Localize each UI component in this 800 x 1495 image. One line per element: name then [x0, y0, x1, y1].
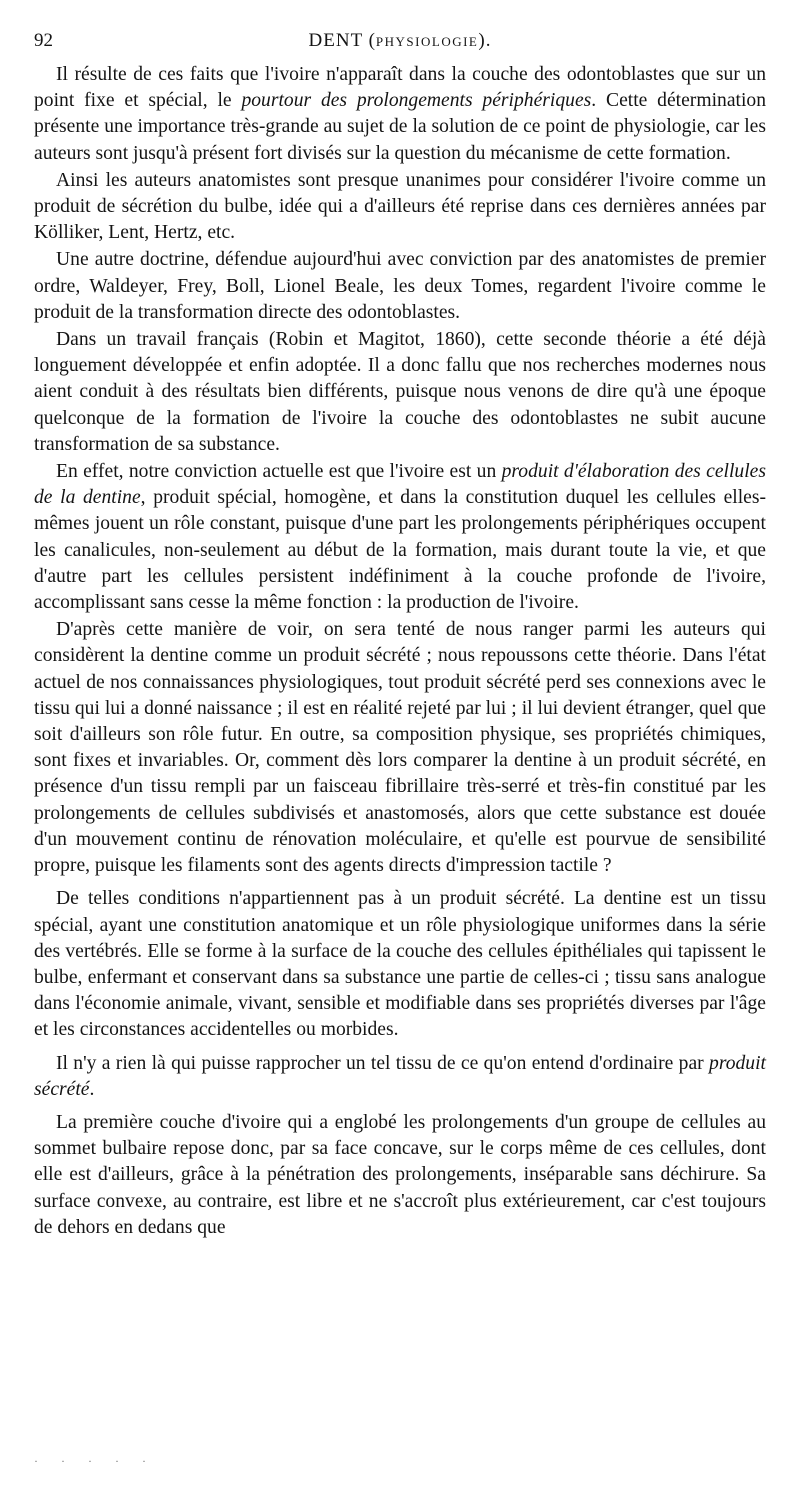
text-run: .: [89, 1078, 95, 1100]
italic-phrase: pourtour des prolongements périphériques: [241, 90, 592, 112]
paragraph: [34, 327, 766, 458]
text-run: Ainsi les auteurs anatomistes sont presque unanimes pour considérer l'ivoire comme un produit de sécrétion du bulbe, idée qui a d'ailleurs été reprise dans ces dernières années par Kölliker, Lent, Hertz, etc.: [34, 169, 766, 244]
paragraph: [34, 1110, 766, 1241]
text-run: De telles conditions n'appartiennent pas à un produit sécrété. La dentine est un tissu spécial, ayant une constitution anatomique et un rôle physiologique uniformes dans la série des vertébrés. Elle se forme à la surface de la couche des cellules épithéliales qui tapissent le bulbe, enfermant et conservant dans sa substance une partie de celles-ci ; tissu sans analogue dans l'économie animale, vivant, sensible et modifiable dans ses propriétés diverses par l'âge et les circonstances accidentelles ou morbides.: [34, 888, 766, 1041]
text-run: Dans un travail français (Robin et Magitot, 1860), cette seconde théorie a été déjà longuement développée et enfin adoptée. Il a donc fallu que nos recherches modernes nous aient conduit à des résultats bien différents, puisque nous venons de dire qu'à une époque quelconque de la formation de l'ivoire la couche des odontoblastes ne subit aucune transformation de sa substance.: [34, 329, 766, 455]
running-title-main: DENT: [308, 30, 363, 51]
text-run: En effet, notre conviction actuelle est que l'ivoire est un: [56, 461, 502, 483]
document-page: [34, 26, 766, 1241]
text-run: Il n'y a rien là qui puisse rapprocher un tel tissu de ce qu'on entend d'ordinaire par: [56, 1052, 710, 1074]
paragraph: [34, 168, 766, 247]
italic-phrase: produit sécrété: [34, 1052, 766, 1100]
page-footer-marks: · · · · ·: [34, 1454, 156, 1468]
paragraph: [34, 617, 766, 879]
text-run: , produit spécial, homogène, et dans la constitution duquel les cellules elles-mêmes jouent un rôle constant, puisque d'une part les prolongements périphériques occupent les canalicules, non-seulement au début de la formation, mais durant toute la vie, et que d'autre part les cellules persistent indéfiniment à la couche profonde de l'ivoire, accomplissant sans cesse la même fonction : la production de l'ivoire.: [34, 487, 766, 614]
paragraph: [34, 62, 766, 167]
text-run: Une autre doctrine, défendue aujourd'hui avec conviction par des anatomistes de premier ordre, Waldeyer, Frey, Boll, Lionel Beale, les deux Tomes, regardent l'ivoire comme le produit de la transformation directe des odontoblastes.: [34, 249, 766, 323]
running-title-subtitle: PHYSIOLOGIE: [375, 34, 479, 49]
running-title: DENT (PHYSIOLOGIE).: [308, 30, 492, 51]
text-run: . Cette détermination présente une importance très-grande au sujet de la solution de ce point de physiologie, car les auteurs sont jusqu'à présent fort divisés sur la question du mécanisme de cette formation.: [34, 90, 766, 164]
page-number: 92: [34, 30, 53, 51]
body-text: [34, 62, 766, 1241]
text-run: La première couche d'ivoire qui a englobé les prolongements d'un groupe de cellules au sommet bulbaire repose donc, par sa face concave, sur le corps même de ces cellules, dont elle est d'ailleurs, grâce à la pénétration des prolongements, inséparable sans déchirure. Sa surface convexe, au contraire, est libre et ne s'accroît plus extérieurement, car c'est toujours de dehors en dedans que: [34, 1111, 766, 1238]
text-run: D'après cette manière de voir, on sera tenté de nous ranger parmi les auteurs qui considèrent la dentine comme un produit sécrété ; nous repoussons cette théorie. Dans l'état actuel de nos connaissances physiologiques, tout produit sécrété perd ses connexions avec le tissu qui lui a donné naissance ; il est en réalité rejeté par lui ; il lui devient étranger, quel que soit d'ailleurs son rôle futur. En outre, sa composition physique, ses propriétés chimiques, sont fixes et invariables. Or, comment dès lors comparer la dentine à un produit sécrété, en présence d'un tissu rempli par un faisceau fibrillaire très-serré et très-fin constitué par les prolongements de cellules subdivisés et anastomosés, alors que cette substance est douée d'un mouvement continu de rénovation moléculaire, et qu'elle est pourvue de sensibilité propre, puisque les filaments sont des agents directs d'impression tactile ?: [34, 619, 766, 877]
running-header: [34, 26, 766, 56]
paragraph: [34, 886, 766, 1043]
paragraph: [34, 459, 766, 616]
italic-phrase: produit d'élaboration des cellules de la dentine: [34, 461, 766, 509]
text-run: Il résulte de ces faits que l'ivoire n'apparaît dans la couche des odontoblastes que sur un point fixe et spécial, le: [34, 64, 766, 112]
paragraph: [34, 247, 766, 326]
paragraph: [34, 1051, 766, 1103]
